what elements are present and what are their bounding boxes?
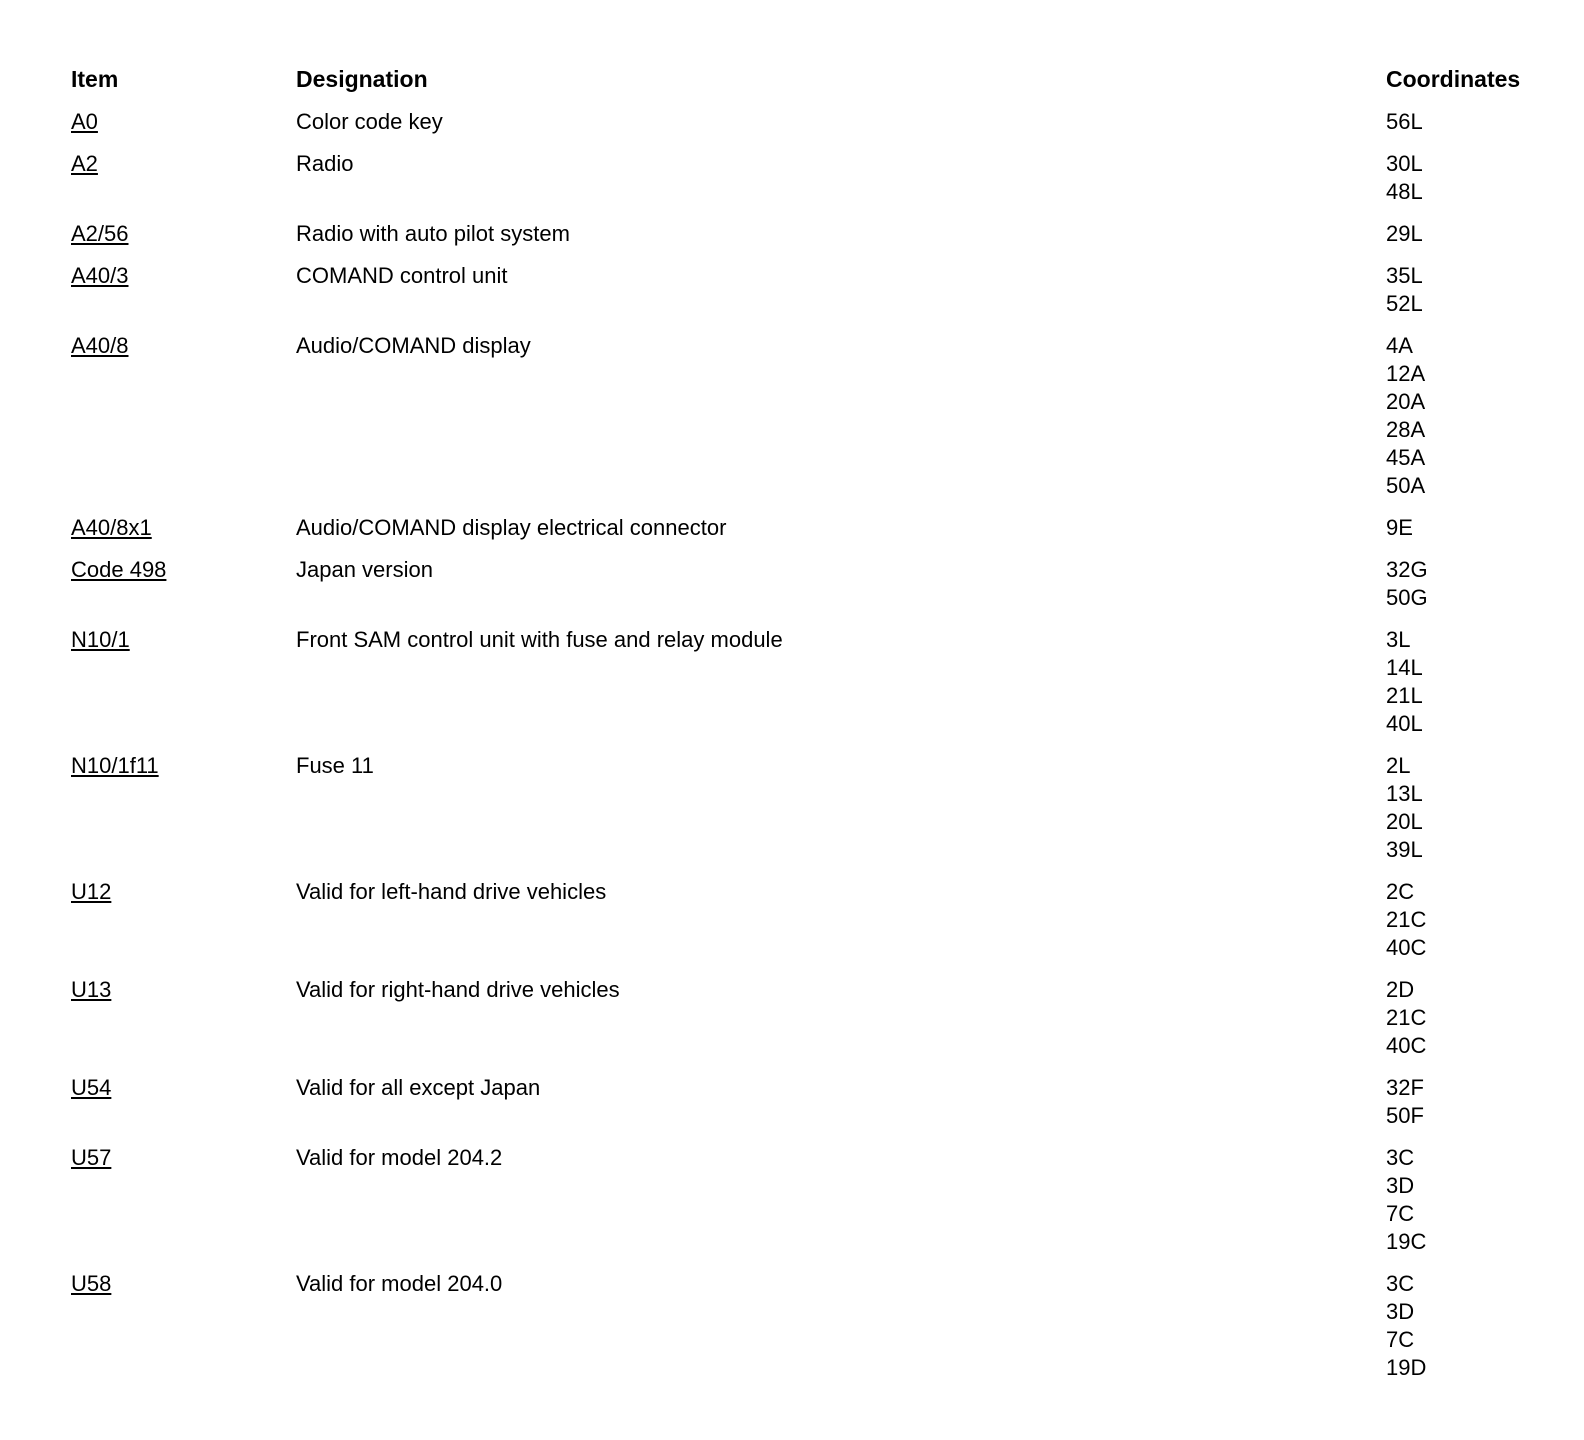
coordinate-value: 40C bbox=[1386, 1033, 1427, 1058]
item-link[interactable]: N10/1 bbox=[71, 627, 130, 652]
coordinate-value: 32F bbox=[1386, 1075, 1424, 1100]
coordinates-list bbox=[1386, 332, 1584, 500]
designation-text: Valid for right-hand drive vehicles bbox=[296, 977, 620, 1002]
designation-text: Valid for model 204.2 bbox=[296, 1145, 503, 1170]
designation-text: Radio with auto pilot system bbox=[296, 221, 570, 246]
item-link[interactable]: A40/8 bbox=[71, 333, 129, 358]
table-row bbox=[0, 1074, 1584, 1144]
coordinate-value: 28A bbox=[1386, 417, 1426, 442]
item-link[interactable]: A0 bbox=[71, 109, 98, 134]
designation-text: Audio/COMAND display electrical connector bbox=[296, 515, 727, 540]
item-link[interactable]: A40/8x1 bbox=[71, 515, 152, 540]
coordinate-value: 7C bbox=[1386, 1327, 1415, 1352]
table-row bbox=[0, 556, 1584, 626]
coordinate-value: 19D bbox=[1386, 1355, 1427, 1380]
header-item: Item bbox=[71, 66, 119, 92]
table-row bbox=[0, 262, 1584, 332]
designation-text: Valid for all except Japan bbox=[296, 1075, 541, 1100]
coordinate-value: 21L bbox=[1386, 683, 1423, 708]
table-row bbox=[0, 150, 1584, 220]
coordinate-value: 9E bbox=[1386, 515, 1413, 540]
coordinate-value: 13L bbox=[1386, 781, 1423, 806]
table-row bbox=[0, 1270, 1584, 1396]
table-row bbox=[0, 332, 1584, 514]
coordinates-list bbox=[1386, 262, 1584, 318]
header-designation: Designation bbox=[296, 66, 428, 92]
item-link[interactable]: A40/3 bbox=[71, 263, 129, 288]
coordinate-value: 50F bbox=[1386, 1103, 1424, 1128]
item-link[interactable]: U57 bbox=[71, 1145, 112, 1170]
designation-text: Japan version bbox=[296, 557, 433, 582]
coordinates-list bbox=[1386, 220, 1584, 248]
coordinate-value: 30L bbox=[1386, 151, 1423, 176]
coordinate-value: 21C bbox=[1386, 907, 1427, 932]
coordinates-list bbox=[1386, 1074, 1584, 1130]
designation-text: Audio/COMAND display bbox=[296, 333, 531, 358]
coordinate-value: 21C bbox=[1386, 1005, 1427, 1030]
coordinate-value: 50G bbox=[1386, 585, 1428, 610]
item-link[interactable]: U54 bbox=[71, 1075, 112, 1100]
item-link[interactable]: U12 bbox=[71, 879, 112, 904]
coordinate-value: 45A bbox=[1386, 445, 1426, 470]
coordinate-value: 3C bbox=[1386, 1271, 1415, 1296]
coordinate-value: 29L bbox=[1386, 221, 1423, 246]
coordinates-list bbox=[1386, 1270, 1584, 1382]
table-row bbox=[0, 878, 1584, 976]
header-coordinates: Coordinates bbox=[1386, 66, 1521, 92]
coordinate-value: 19C bbox=[1386, 1229, 1427, 1254]
table-row bbox=[0, 108, 1584, 150]
table-row bbox=[0, 220, 1584, 262]
coordinate-value: 50A bbox=[1386, 473, 1426, 498]
coordinate-value: 20A bbox=[1386, 389, 1426, 414]
coordinate-value: 2C bbox=[1386, 879, 1415, 904]
coordinate-value: 4A bbox=[1386, 333, 1413, 358]
designation-text: Color code key bbox=[296, 109, 443, 134]
table-row bbox=[0, 752, 1584, 878]
coordinate-value: 3C bbox=[1386, 1145, 1415, 1170]
item-link[interactable]: U58 bbox=[71, 1271, 112, 1296]
table-row bbox=[0, 626, 1584, 752]
designation-text: Valid for left-hand drive vehicles bbox=[296, 879, 607, 904]
coordinates-list bbox=[1386, 626, 1584, 738]
coordinate-value: 3L bbox=[1386, 627, 1411, 652]
coordinate-value: 20L bbox=[1386, 809, 1423, 834]
coordinate-value: 40C bbox=[1386, 935, 1427, 960]
coordinate-value: 35L bbox=[1386, 263, 1423, 288]
coordinates-list bbox=[1386, 514, 1584, 542]
coordinates-list bbox=[1386, 878, 1584, 962]
table-row bbox=[0, 514, 1584, 556]
table-row bbox=[0, 1144, 1584, 1270]
designation-text: Fuse 11 bbox=[296, 753, 374, 778]
coordinates-list bbox=[1386, 108, 1584, 136]
coordinate-value: 48L bbox=[1386, 179, 1423, 204]
coordinate-value: 40L bbox=[1386, 711, 1423, 736]
coordinate-value: 14L bbox=[1386, 655, 1423, 680]
designation-text: Front SAM control unit with fuse and relay module bbox=[296, 627, 783, 652]
coordinate-value: 3D bbox=[1386, 1173, 1415, 1198]
coordinate-value: 12A bbox=[1386, 361, 1426, 386]
item-link[interactable]: A2 bbox=[71, 151, 98, 176]
designation-text: COMAND control unit bbox=[296, 263, 508, 288]
item-link[interactable]: N10/1f11 bbox=[71, 753, 159, 778]
coordinates-list bbox=[1386, 1144, 1584, 1256]
table-row bbox=[0, 976, 1584, 1074]
coordinate-value: 56L bbox=[1386, 109, 1423, 134]
coordinate-value: 32G bbox=[1386, 557, 1428, 582]
coordinate-value: 52L bbox=[1386, 291, 1423, 316]
coordinates-list bbox=[1386, 556, 1584, 612]
designation-text: Radio bbox=[296, 151, 354, 176]
coordinate-value: 2D bbox=[1386, 977, 1415, 1002]
item-link[interactable]: U13 bbox=[71, 977, 112, 1002]
coordinates-list bbox=[1386, 752, 1584, 864]
designation-text: Valid for model 204.0 bbox=[296, 1271, 503, 1296]
component-table-body bbox=[0, 108, 1584, 1396]
table-header bbox=[0, 62, 1584, 96]
coordinate-value: 39L bbox=[1386, 837, 1423, 862]
coordinate-value: 3D bbox=[1386, 1299, 1415, 1324]
item-link[interactable]: Code 498 bbox=[71, 557, 167, 582]
coordinate-value: 2L bbox=[1386, 753, 1411, 778]
item-link[interactable]: A2/56 bbox=[71, 221, 129, 246]
coordinates-list bbox=[1386, 976, 1584, 1060]
coordinates-list bbox=[1386, 150, 1584, 206]
coordinate-value: 7C bbox=[1386, 1201, 1415, 1226]
